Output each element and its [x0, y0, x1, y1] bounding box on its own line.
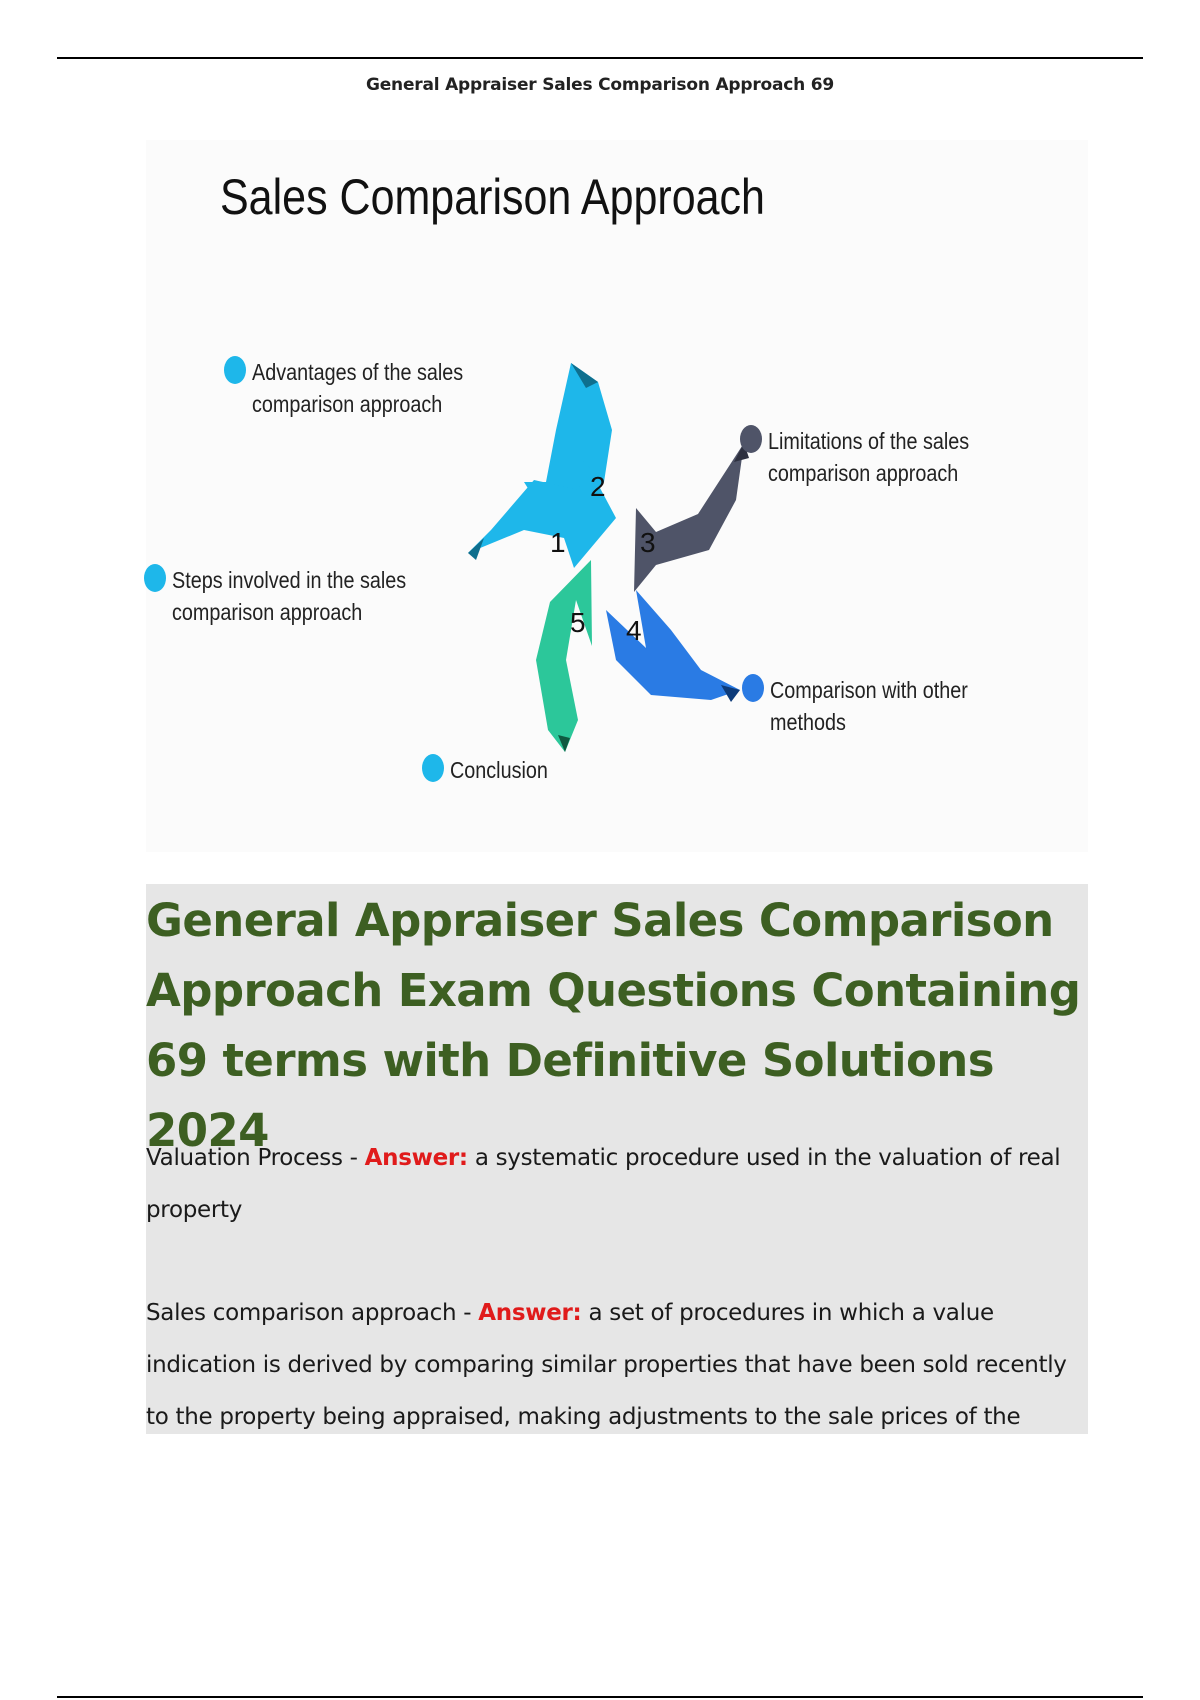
bullet-conclusion [422, 754, 564, 786]
document-title: General Appraiser Sales Comparison Approach Exam Questions Containing 69 terms with Definitive Solutions 2024 [146, 894, 1081, 1157]
bullet-label: Steps involved in the sales comparison approach [172, 567, 407, 625]
step-number-4: 4 [626, 615, 642, 646]
figure-title: Sales Comparison Approach [220, 169, 765, 225]
bullet-label: Conclusion [450, 757, 548, 783]
bullet-label: Limitations of the sales comparison approach [768, 428, 970, 486]
pinwheel-diagram [146, 140, 1088, 852]
bullet-dot [742, 674, 764, 702]
step-number-3: 3 [640, 527, 656, 558]
qa-entry [146, 1132, 1088, 1236]
step-number-2: 2 [590, 471, 606, 502]
qa-entry [146, 1287, 1088, 1430]
top-rule [57, 57, 1143, 59]
bullet-dot [224, 356, 246, 384]
answer-text: a systematic procedure used in the valuation of real property [146, 1145, 1061, 1223]
term: Sales comparison approach - [146, 1300, 479, 1326]
bullet-comparison [742, 674, 1088, 738]
sales-comparison-figure [146, 140, 1088, 852]
answer-label: Answer: [364, 1145, 468, 1171]
step-number-5: 5 [570, 607, 586, 638]
answer-text: a set of procedures in which a value indication is derived by comparing similar properties that have been sold recently to the property being appraised, making adjustments to the sale prices of the [146, 1300, 1067, 1430]
answer-label: Answer: [478, 1300, 582, 1326]
bullet-dot [144, 564, 166, 592]
bullet-dot [740, 425, 762, 453]
bullet-advantages [224, 356, 498, 420]
arrow-5 [536, 560, 592, 752]
running-header: General Appraiser Sales Comparison Approach 69 [365, 75, 835, 95]
bullet-label: Advantages of the sales comparison approach [252, 359, 464, 417]
bullet-steps [144, 564, 444, 628]
term: Valuation Process - [146, 1145, 365, 1171]
bullet-dot [422, 754, 444, 782]
bottom-rule [57, 1696, 1143, 1698]
arrow-1-fold [468, 538, 484, 560]
step-number-1: 1 [550, 527, 566, 558]
bullet-label: Comparison with other methods [770, 677, 968, 735]
arrow-3 [634, 443, 744, 592]
bullet-limitations [740, 425, 1002, 489]
